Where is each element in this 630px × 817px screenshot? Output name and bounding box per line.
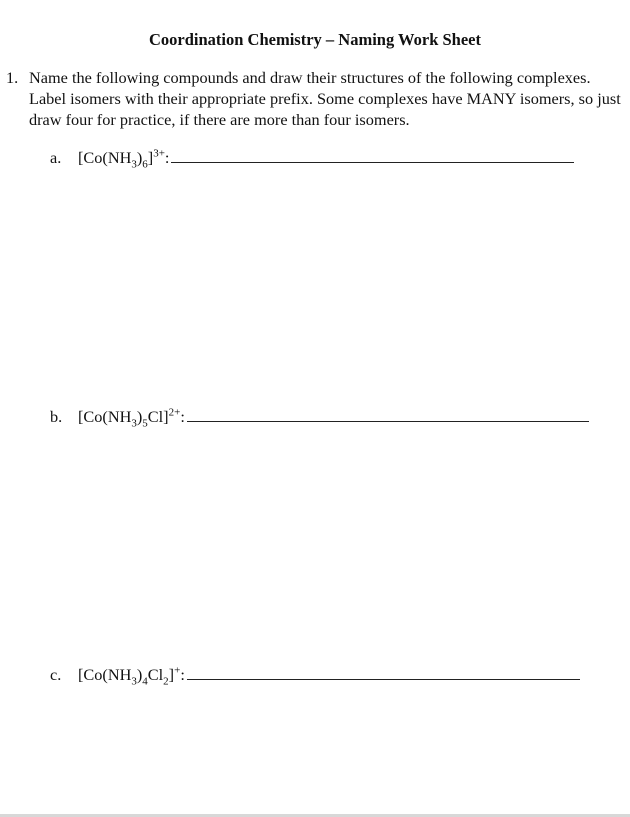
formula-part: ) — [136, 665, 143, 684]
formula-subscript: 3 — [131, 417, 137, 430]
formula-part: [Co(NH — [78, 148, 132, 167]
formula-part: ] — [168, 665, 175, 684]
formula-charge: 3+ — [153, 147, 165, 160]
formula-part: ) — [136, 407, 143, 426]
formula-subscript: 2 — [163, 675, 169, 688]
formula-part: Cl] — [147, 407, 169, 426]
item-letter: b. — [50, 407, 63, 426]
answer-blank[interactable] — [171, 148, 574, 163]
formula-part: [Co(NH — [78, 407, 132, 426]
formula-part: [Co(NH — [78, 665, 132, 684]
formula-part: Cl — [147, 665, 164, 684]
formula-colon: : — [180, 665, 185, 684]
formula-subscript: 6 — [142, 158, 148, 171]
item-a — [50, 147, 574, 171]
worksheet-title: Coordination Chemistry – Naming Work Sheet — [149, 30, 481, 49]
item-letter: c. — [50, 665, 62, 684]
item-c — [50, 664, 580, 688]
formula-colon: : — [180, 407, 185, 426]
formula-charge: + — [174, 664, 181, 677]
formula-colon: : — [164, 148, 170, 167]
complex-formula — [78, 664, 185, 688]
question-1 — [6, 67, 624, 130]
item-letter: a. — [50, 148, 62, 167]
formula-subscript: 3 — [131, 158, 137, 171]
question-number: 1. — [6, 68, 19, 87]
formula-subscript: 5 — [142, 417, 148, 430]
answer-blank[interactable] — [187, 665, 580, 680]
answer-blank[interactable] — [187, 407, 589, 422]
question-text: Name the following compounds and draw their structures of the following complexes. Label isomers with their appropriate prefix. Some complexes have MANY isomers, so just draw four for practice, if there are more than four isomers. — [29, 68, 621, 129]
complex-formula — [78, 406, 185, 430]
formula-charge: 2+ — [168, 406, 181, 419]
complex-formula — [78, 147, 170, 171]
formula-subscript: 4 — [142, 675, 148, 688]
formula-part: ) — [136, 148, 143, 167]
item-b — [50, 406, 589, 430]
formula-subscript: 3 — [131, 675, 137, 688]
formula-part: ] — [147, 148, 154, 167]
